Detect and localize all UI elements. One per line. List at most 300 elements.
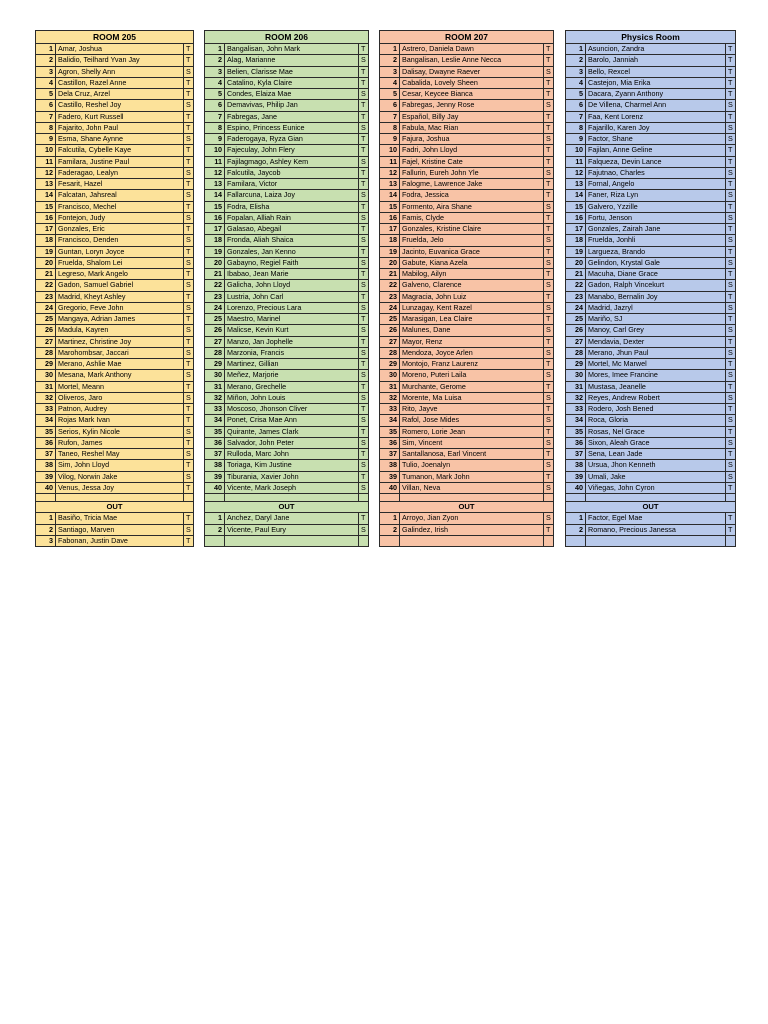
table-row	[205, 269, 369, 280]
row-number	[380, 535, 400, 546]
table-row	[566, 201, 736, 212]
student-name: Mariño, SJ	[586, 314, 726, 325]
student-type: T	[184, 535, 194, 546]
row-number: 5	[380, 89, 400, 100]
student-type: S	[544, 100, 554, 111]
row-number: 33	[205, 404, 225, 415]
row-number: 10	[36, 145, 56, 156]
student-type: S	[726, 460, 736, 471]
student-name: Factor, Egel Mae	[586, 513, 726, 524]
row-number: 34	[36, 415, 56, 426]
student-type: T	[184, 336, 194, 347]
row-number: 18	[566, 235, 586, 246]
table-row	[36, 55, 194, 66]
table-row	[380, 314, 554, 325]
student-name: Fodra, Elisha	[225, 201, 359, 212]
student-name: Viñegas, John Cyron	[586, 482, 726, 493]
student-name: Galveno, Clarence	[400, 280, 544, 291]
row-number: 23	[380, 291, 400, 302]
student-type: S	[184, 370, 194, 381]
table-row	[380, 66, 554, 77]
table-row	[205, 437, 369, 448]
row-number: 14	[566, 190, 586, 201]
row-number: 38	[566, 460, 586, 471]
row-number: 25	[380, 314, 400, 325]
student-type: T	[544, 471, 554, 482]
table-row	[566, 212, 736, 223]
student-name: Falqueza, Devin Lance	[586, 156, 726, 167]
row-number: 18	[205, 235, 225, 246]
student-name: Alag, Marianne	[225, 55, 359, 66]
student-name: Barolo, Janniah	[586, 55, 726, 66]
student-name: Fajura, Joshua	[400, 134, 544, 145]
student-name: Agron, Shelly Ann	[56, 66, 184, 77]
student-name: Toriaga, Kim Justine	[225, 460, 359, 471]
table-row	[205, 359, 369, 370]
row-number: 24	[205, 302, 225, 313]
row-number: 31	[380, 381, 400, 392]
student-name: Amar, Joshua	[56, 44, 184, 55]
student-name: Faner, Riza Lyn	[586, 190, 726, 201]
student-name: Fronda, Aliah Shaica	[225, 235, 359, 246]
student-name: Castejon, Mia Erika	[586, 77, 726, 88]
row-number: 15	[36, 201, 56, 212]
student-name: Umali, Jake	[586, 471, 726, 482]
student-name: Legreso, Mark Angelo	[56, 269, 184, 280]
table-row	[566, 302, 736, 313]
student-type: S	[359, 235, 369, 246]
roster-table	[379, 30, 554, 547]
table-row	[380, 291, 554, 302]
table-row	[380, 437, 554, 448]
row-number: 28	[566, 347, 586, 358]
student-name: Sim, Vincent	[400, 437, 544, 448]
student-type: S	[184, 471, 194, 482]
row-number: 11	[205, 156, 225, 167]
table-row	[380, 201, 554, 212]
student-type: T	[359, 145, 369, 156]
row-number: 27	[380, 336, 400, 347]
student-type: T	[359, 77, 369, 88]
row-number: 31	[205, 381, 225, 392]
student-name: Merano, Grechelle	[225, 381, 359, 392]
student-name: Astrero, Daniela Dawn	[400, 44, 544, 55]
row-number: 5	[36, 89, 56, 100]
student-type: S	[544, 437, 554, 448]
table-row	[566, 359, 736, 370]
table-row	[36, 359, 194, 370]
table-row	[205, 347, 369, 358]
student-name: Tumanon, Mark John	[400, 471, 544, 482]
row-number: 10	[205, 145, 225, 156]
student-type: S	[359, 482, 369, 493]
student-name: Reyes, Andrew Robert	[586, 392, 726, 403]
student-name: Fajilagmago, Ashley Kem	[225, 156, 359, 167]
row-number: 28	[36, 347, 56, 358]
room-206-roster	[204, 30, 369, 547]
row-number: 39	[566, 471, 586, 482]
student-type: S	[544, 134, 554, 145]
table-row	[566, 370, 736, 381]
table-row	[566, 314, 736, 325]
student-name: Murchante, Gerome	[400, 381, 544, 392]
row-number: 13	[205, 179, 225, 190]
table-row	[566, 426, 736, 437]
table-row	[205, 77, 369, 88]
row-number: 35	[380, 426, 400, 437]
table-row	[205, 302, 369, 313]
student-type: T	[544, 179, 554, 190]
student-name: Rosas, Nel Grace	[586, 426, 726, 437]
row-number: 2	[380, 55, 400, 66]
student-type: T	[359, 100, 369, 111]
row-number: 12	[380, 167, 400, 178]
room-header-row	[566, 31, 736, 44]
student-type: T	[184, 246, 194, 257]
student-type: T	[359, 179, 369, 190]
table-row	[36, 449, 194, 460]
table-row	[566, 77, 736, 88]
student-name: Fabula, Mac Rian	[400, 122, 544, 133]
table-row	[205, 336, 369, 347]
student-type: T	[184, 291, 194, 302]
table-row	[380, 347, 554, 358]
student-name: Rojas Mark Ivan	[56, 415, 184, 426]
table-row	[205, 246, 369, 257]
student-type: T	[184, 359, 194, 370]
row-number: 3	[380, 66, 400, 77]
student-type: T	[184, 415, 194, 426]
table-row	[36, 77, 194, 88]
student-type: T	[359, 291, 369, 302]
row-number: 29	[566, 359, 586, 370]
student-type: S	[726, 471, 736, 482]
student-name: Magracia, John Luiz	[400, 291, 544, 302]
student-name: Guntan, Loryn Joyce	[56, 246, 184, 257]
table-row	[566, 190, 736, 201]
row-number: 20	[205, 257, 225, 268]
student-name: Malunes, Dane	[400, 325, 544, 336]
student-name: Arroyo, Jian Zyon	[400, 513, 544, 524]
student-type: S	[359, 524, 369, 535]
spacer-cell	[380, 494, 400, 502]
student-type: T	[544, 44, 554, 55]
row-number: 32	[205, 392, 225, 403]
row-number: 1	[205, 44, 225, 55]
table-row	[380, 336, 554, 347]
student-name: Tiburania, Xavier John	[225, 471, 359, 482]
row-number: 13	[380, 179, 400, 190]
row-number: 14	[36, 190, 56, 201]
row-number: 6	[205, 100, 225, 111]
student-name: Fadri, John Lloyd	[400, 145, 544, 156]
student-type: T	[544, 122, 554, 133]
out-title: OUT	[566, 502, 736, 513]
row-number: 2	[380, 524, 400, 535]
row-number: 22	[205, 280, 225, 291]
student-name: Fajilan, Anne Geline	[586, 145, 726, 156]
student-type: T	[359, 513, 369, 524]
row-number	[205, 535, 225, 546]
student-type: S	[544, 280, 554, 291]
row-number: 21	[380, 269, 400, 280]
student-name: Castillon, Razel Anne	[56, 77, 184, 88]
table-row	[205, 167, 369, 178]
student-name: Galvero, Yzzille	[586, 201, 726, 212]
student-name: Fesarit, Hazel	[56, 179, 184, 190]
student-type: T	[726, 404, 736, 415]
student-name: Francisco, Mechel	[56, 201, 184, 212]
student-type: S	[726, 134, 736, 145]
student-name: Fabregas, Jenny Rose	[400, 100, 544, 111]
student-type: T	[544, 404, 554, 415]
row-number: 20	[566, 257, 586, 268]
student-type: T	[544, 336, 554, 347]
table-row	[205, 415, 369, 426]
student-type: S	[726, 302, 736, 313]
out-header-row	[36, 502, 194, 513]
student-name: Mesana, Mark Anthony	[56, 370, 184, 381]
table-row	[205, 392, 369, 403]
row-number: 40	[380, 482, 400, 493]
student-name: Balidio, Teilhard Yvan Jay	[56, 55, 184, 66]
student-type: T	[184, 55, 194, 66]
out-row	[566, 535, 736, 546]
row-number: 36	[380, 437, 400, 448]
table-row	[380, 224, 554, 235]
student-name: Galasao, Abegail	[225, 224, 359, 235]
table-row	[566, 66, 736, 77]
table-row	[36, 122, 194, 133]
row-number: 4	[566, 77, 586, 88]
student-name: Familara, Victor	[225, 179, 359, 190]
table-row	[566, 381, 736, 392]
student-name: Gabayno, Regiel Faith	[225, 257, 359, 268]
student-type: S	[184, 257, 194, 268]
room-header-row	[205, 31, 369, 44]
spacer-row	[36, 494, 194, 502]
student-name: Fortu, Jenson	[586, 212, 726, 223]
student-type: T	[359, 134, 369, 145]
out-row	[566, 524, 736, 535]
student-type: T	[184, 482, 194, 493]
student-type: T	[544, 269, 554, 280]
student-type: T	[726, 89, 736, 100]
row-number: 26	[566, 325, 586, 336]
table-row	[566, 471, 736, 482]
room-title: Physics Room	[566, 31, 736, 44]
student-name: Gonzales, Zairah Jane	[586, 224, 726, 235]
student-type: S	[359, 190, 369, 201]
student-name: Asuncion, Zandra	[586, 44, 726, 55]
student-type: S	[184, 449, 194, 460]
student-type: S	[184, 100, 194, 111]
student-type: T	[184, 513, 194, 524]
spacer-cell	[56, 494, 184, 502]
table-row	[566, 224, 736, 235]
table-row	[36, 280, 194, 291]
row-number: 6	[36, 100, 56, 111]
student-type: S	[184, 167, 194, 178]
student-name: Fallarcuna, Laiza Joy	[225, 190, 359, 201]
row-number: 29	[36, 359, 56, 370]
row-number: 9	[205, 134, 225, 145]
table-row	[380, 370, 554, 381]
student-type: T	[726, 55, 736, 66]
table-row	[205, 235, 369, 246]
row-number: 2	[205, 524, 225, 535]
table-row	[380, 415, 554, 426]
student-name: Gadon, Ralph Vincekurt	[586, 280, 726, 291]
row-number: 4	[205, 77, 225, 88]
table-row	[205, 381, 369, 392]
table-row	[36, 66, 194, 77]
student-name: Sixon, Aleah Grace	[586, 437, 726, 448]
student-type: S	[184, 524, 194, 535]
student-type: S	[726, 415, 736, 426]
student-name: Gonzales, Kristine Claire	[400, 224, 544, 235]
student-name: Bello, Rexcel	[586, 66, 726, 77]
row-number: 8	[566, 122, 586, 133]
student-type: S	[359, 325, 369, 336]
row-number: 27	[205, 336, 225, 347]
table-row	[566, 100, 736, 111]
table-row	[566, 122, 736, 133]
student-type: S	[359, 257, 369, 268]
student-name: Gonzales, Jan Kenno	[225, 246, 359, 257]
student-type: S	[726, 347, 736, 358]
row-number: 5	[205, 89, 225, 100]
row-number: 9	[36, 134, 56, 145]
out-row	[380, 535, 554, 546]
table-row	[566, 145, 736, 156]
table-row	[205, 471, 369, 482]
out-row	[36, 513, 194, 524]
table-row	[36, 100, 194, 111]
table-row	[36, 235, 194, 246]
student-type: S	[544, 201, 554, 212]
student-name: Taneo, Reshel May	[56, 449, 184, 460]
student-name: Cabalida, Lovely Sheen	[400, 77, 544, 88]
student-name: Castillo, Reshel Joy	[56, 100, 184, 111]
student-type: S	[184, 66, 194, 77]
table-row	[36, 224, 194, 235]
student-name: Moscoso, Jhonson Cliver	[225, 404, 359, 415]
row-number: 13	[36, 179, 56, 190]
row-number: 6	[566, 100, 586, 111]
row-number: 24	[566, 302, 586, 313]
student-name: Dacara, Zyann Anthony	[586, 89, 726, 100]
student-name: Oliveros, Jaro	[56, 392, 184, 403]
row-number: 7	[380, 111, 400, 122]
student-name: Merano, Jhun Paul	[586, 347, 726, 358]
table-row	[380, 392, 554, 403]
out-row	[205, 524, 369, 535]
room-title: ROOM 205	[36, 31, 194, 44]
empty-cell	[544, 535, 554, 546]
table-row	[566, 235, 736, 246]
student-name: Bangalisan, Leslie Anne Necca	[400, 55, 544, 66]
row-number: 21	[205, 269, 225, 280]
roster-table	[565, 30, 736, 547]
row-number: 37	[36, 449, 56, 460]
table-row	[380, 44, 554, 55]
row-number: 13	[566, 179, 586, 190]
row-number: 29	[380, 359, 400, 370]
row-number: 34	[566, 415, 586, 426]
student-name: Largueza, Brando	[586, 246, 726, 257]
table-row	[36, 482, 194, 493]
student-type: T	[544, 524, 554, 535]
empty-cell	[400, 535, 544, 546]
row-number: 8	[380, 122, 400, 133]
student-name: Vilog, Norwin Jake	[56, 471, 184, 482]
student-name: Sena, Lean Jade	[586, 449, 726, 460]
row-number: 2	[566, 55, 586, 66]
student-name: Meñez, Marjorie	[225, 370, 359, 381]
student-type: T	[544, 156, 554, 167]
table-row	[380, 471, 554, 482]
spacer-cell	[36, 494, 56, 502]
row-number: 16	[566, 212, 586, 223]
student-type: S	[544, 302, 554, 313]
student-type: S	[726, 437, 736, 448]
student-type: S	[726, 190, 736, 201]
student-name: Gadon, Samuel Gabriel	[56, 280, 184, 291]
room-title: ROOM 206	[205, 31, 369, 44]
student-type: S	[359, 392, 369, 403]
table-row	[566, 111, 736, 122]
student-type: S	[726, 100, 736, 111]
student-type: S	[544, 167, 554, 178]
student-type: S	[544, 415, 554, 426]
student-type: S	[359, 156, 369, 167]
table-row	[566, 482, 736, 493]
table-row	[566, 291, 736, 302]
student-name: Espino, Princess Eunice	[225, 122, 359, 133]
student-name: Romano, Precious Janessa	[586, 524, 726, 535]
row-number: 23	[205, 291, 225, 302]
row-number: 27	[36, 336, 56, 347]
student-type: T	[726, 111, 736, 122]
student-name: Macuha, Diane Grace	[586, 269, 726, 280]
student-name: Factor, Shane	[586, 134, 726, 145]
table-row	[566, 134, 736, 145]
table-row	[380, 167, 554, 178]
student-name: Fopalan, Alliah Rain	[225, 212, 359, 223]
table-row	[205, 449, 369, 460]
row-number: 39	[205, 471, 225, 482]
row-number: 21	[566, 269, 586, 280]
table-row	[205, 179, 369, 190]
table-row	[380, 257, 554, 268]
out-row	[205, 535, 369, 546]
row-number: 25	[566, 314, 586, 325]
student-name: Faderogaya, Ryza Gian	[225, 134, 359, 145]
student-type: T	[359, 449, 369, 460]
row-number: 12	[205, 167, 225, 178]
student-name: Fajutnao, Charles	[586, 167, 726, 178]
table-row	[380, 111, 554, 122]
table-row	[205, 426, 369, 437]
row-number: 10	[566, 145, 586, 156]
student-type: T	[184, 122, 194, 133]
table-row	[566, 437, 736, 448]
out-title: OUT	[380, 502, 554, 513]
student-name: Ibabao, Jean Marie	[225, 269, 359, 280]
student-name: Famis, Clyde	[400, 212, 544, 223]
student-type: T	[184, 44, 194, 55]
